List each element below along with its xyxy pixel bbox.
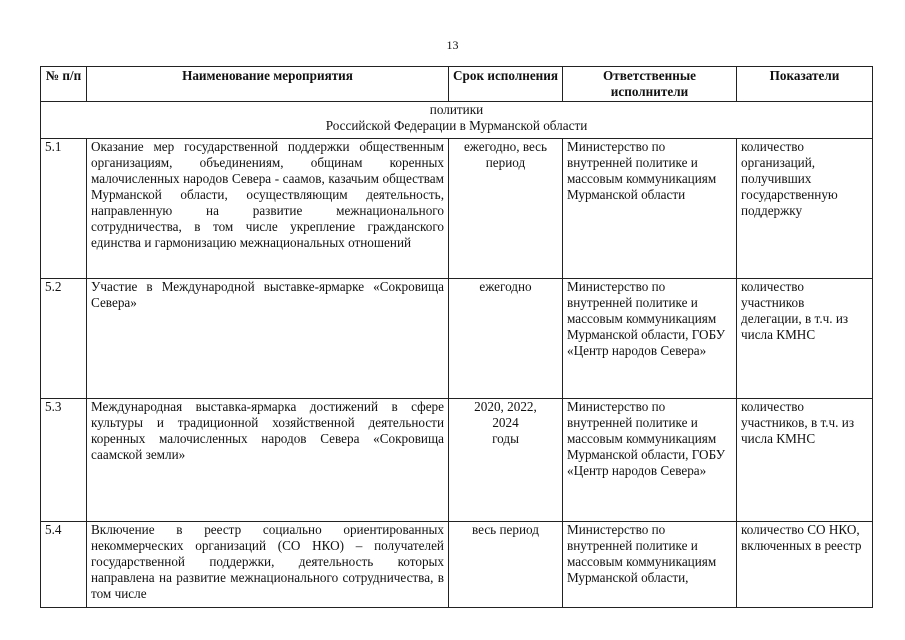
event-name: Включение в реестр социально ориентированных некоммерческих организаций (СО НКО) – получателей государственной поддержки, деятельность которых направлена на развитие межнационального сотрудничества, в том числе: [87, 522, 449, 608]
header-indicators: Показатели: [737, 67, 873, 102]
section-title-line2: Российской Федерации в Мурманской области: [325, 118, 588, 133]
table-header-row: [41, 67, 873, 102]
indicators: количество участников делегации, в т.ч. из числа КМНС: [737, 279, 873, 399]
row-number: 5.2: [41, 279, 87, 399]
page-number: 13: [446, 38, 459, 52]
header-name: Наименование мероприятия: [87, 67, 449, 102]
table-row: [41, 522, 873, 608]
deadline-line: 2020, 2022,: [474, 399, 537, 414]
event-name: Международная выставка-ярмарка достижений в сфере культуры и традиционной хозяйственной деятельности коренных малочисленных народов Севера «Сокровища саамской земли»: [87, 399, 449, 522]
executors: Министерство по внутренней политике и массовым коммуникациям Мурманской области: [563, 139, 737, 279]
section-title-row: [41, 102, 873, 139]
row-number: 5.4: [41, 522, 87, 608]
deadline-line: 2024: [492, 415, 519, 430]
row-number: 5.1: [41, 139, 87, 279]
event-name: Участие в Международной выставке-ярмарке «Сокровища Севера»: [87, 279, 449, 399]
executors: Министерство по внутренней политике и массовым коммуникациям Мурманской области, ГОБУ «Центр народов Севера»: [563, 279, 737, 399]
header-exec: Ответственные исполнители: [563, 67, 737, 102]
row-number: 5.3: [41, 399, 87, 522]
indicators: количество организаций, получивших государственную поддержку: [737, 139, 873, 279]
header-num: № п/п: [41, 67, 87, 102]
table-row: [41, 279, 873, 399]
table-row: [41, 139, 873, 279]
table-row: [41, 399, 873, 522]
header-term: Срок исполнения: [449, 67, 563, 102]
indicators: количество участников, в т.ч. из числа КМНС: [737, 399, 873, 522]
deadline: весь период: [449, 522, 563, 608]
events-table: [40, 66, 873, 608]
section-title-line1: политики: [429, 102, 484, 117]
deadline: ежегодно: [449, 279, 563, 399]
event-name: Оказание мер государственной поддержки общественным организациям, объединениям, общинам коренных малочисленных народов Севера - саамов, казачьим обществам Мурманской области, осуществляющим деятельность, направленную на развитие межнационального сотрудничества, в том числе укрепление гражданского единства и гармонизацию межнациональных отношений: [87, 139, 449, 279]
deadline: [449, 399, 563, 522]
deadline: ежегодно, весь период: [449, 139, 563, 279]
section-title: [41, 102, 873, 139]
executors: Министерство по внутренней политике и массовым коммуникациям Мурманской области, ГОБУ «Центр народов Севера»: [563, 399, 737, 522]
deadline-line: годы: [492, 431, 519, 446]
executors: Министерство по внутренней политике и массовым коммуникациям Мурманской области,: [563, 522, 737, 608]
indicators: количество СО НКО, включенных в реестр: [737, 522, 873, 608]
